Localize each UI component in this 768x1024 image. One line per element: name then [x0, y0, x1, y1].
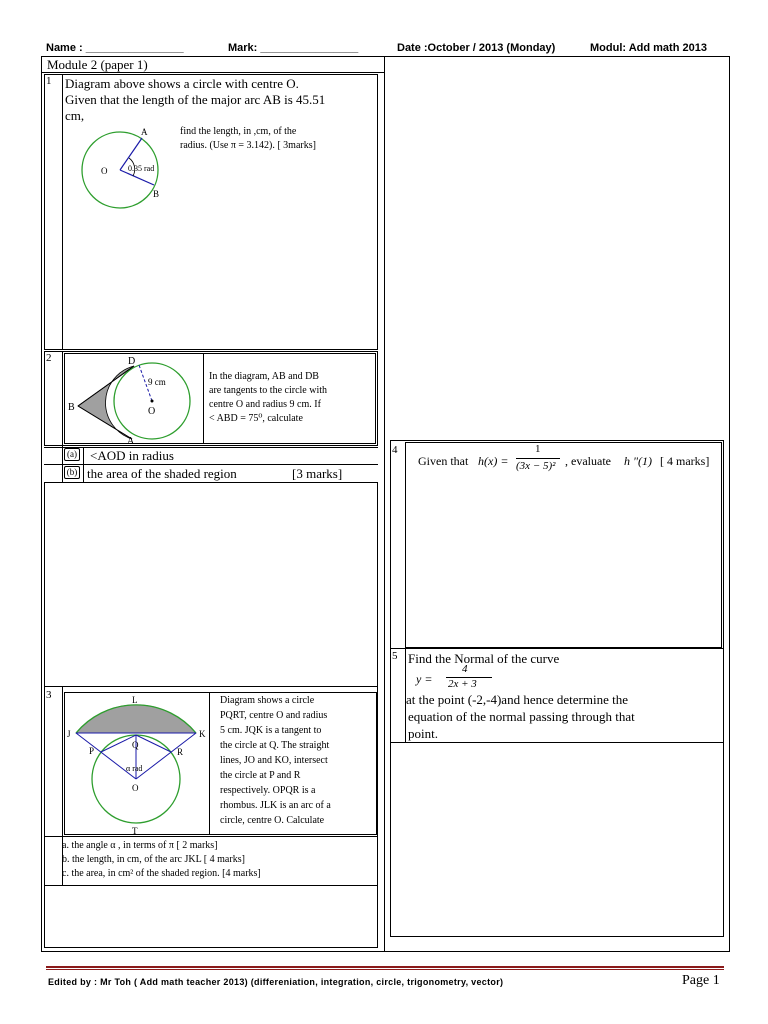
q4-fn-numerator: 1	[535, 443, 541, 455]
q4-fn-denominator: (3x − 5)²	[516, 460, 556, 472]
q5-eq-denominator: 2x + 3	[448, 678, 477, 690]
q2-label-a: A	[127, 436, 135, 444]
q3-label-t: T	[132, 826, 138, 835]
q2-side-line1: In the diagram, AB and DB	[209, 371, 319, 382]
q2-label-o: O	[148, 406, 156, 417]
q3-label-q: Q	[132, 740, 139, 750]
q1-text-line3: cm,	[65, 108, 85, 123]
q3-label-r: R	[177, 747, 184, 757]
module-title: Module 2 (paper 1)	[47, 57, 148, 72]
q2-label-d: D	[128, 356, 136, 367]
q1-label-a: A	[141, 127, 148, 137]
q3-side-line5: lines, JO and KO, intersect	[220, 755, 328, 766]
q1-circle-diagram	[64, 124, 174, 210]
question-4-number: 4	[392, 444, 398, 456]
q3-side-line1: Diagram shows a circle	[220, 695, 315, 706]
q3-part-b: b. the length, in cm, of the arc JKL [ 4 marks]	[62, 854, 245, 865]
question-2-number: 2	[46, 352, 52, 364]
q2-part-a-tag: (a)	[64, 448, 80, 461]
q4-fn-eval: h "(1)	[624, 454, 653, 468]
q3-side-line9: circle, centre O. Calculate	[220, 815, 325, 826]
q4-fn-left: h(x) =	[478, 454, 509, 468]
question-1-box	[44, 74, 378, 350]
q3-side-line8: rhombus. JLK is an arc of a	[220, 800, 331, 811]
question-5-number: 5	[392, 650, 398, 662]
q2-part-b-text: the area of the shaded region	[87, 466, 237, 481]
q3-side-line2: PQRT, centre O and radius	[220, 710, 328, 721]
q3-part-a: a. the angle α , in terms of π [ 2 marks]	[62, 840, 218, 851]
date-label: Date :October / 2013 (Monday)	[397, 42, 556, 54]
question-1-number: 1	[46, 75, 52, 87]
q3-label-o: O	[132, 783, 139, 793]
page-number: Page 1	[682, 973, 720, 988]
q5-eq-numerator: 4	[462, 663, 468, 675]
q1-text-line2: Given that the length of the major arc AB is 45.51	[65, 92, 326, 107]
q3-part-c: c. the area, in cm² of the shaded region. [4 marks]	[62, 868, 261, 879]
mark-field-label: Mark: ________________	[228, 42, 359, 54]
q4-text-prefix: Given that	[418, 454, 469, 468]
q2-part-a-text: <AOD in radius	[90, 448, 174, 463]
q1-text-line1: Diagram above shows a circle with centre O.	[65, 76, 299, 91]
q4-text-mid: , evaluate	[565, 454, 611, 468]
q3-label-j: J	[67, 729, 71, 739]
q1-side-line2: radius. (Use π = 3.142). [ 3marks]	[180, 140, 316, 151]
q2-label-radius: 9 cm	[148, 377, 166, 387]
q5-line2: at the point (-2,-4)and hence determine the	[406, 692, 628, 707]
q5-line4: point.	[408, 726, 438, 741]
q3-label-angle: α rad	[126, 764, 143, 773]
q3-side-line6: the circle at P and R	[220, 770, 301, 781]
name-field-label: Name : ________________	[46, 42, 184, 54]
q3-side-line3: 5 cm. JQK is a tangent to	[220, 725, 322, 736]
q3-rhombus-diagram	[64, 693, 210, 835]
column-divider	[384, 56, 385, 952]
q2-side-line4: < ABD = 75⁰, calculate	[209, 413, 303, 424]
q3-side-line4: the circle at Q. The straight	[220, 740, 330, 751]
module-label: Modul: Add math 2013	[590, 42, 707, 54]
q2-tangent-diagram	[64, 354, 204, 444]
q1-label-b: B	[153, 189, 160, 199]
q3-side-line7: respectively. OPQR is a	[220, 785, 316, 796]
q5-eq-left: y =	[416, 672, 433, 686]
q3-label-l: L	[132, 695, 138, 705]
q3-label-k: K	[199, 729, 206, 739]
q2-part-b-marks: [3 marks]	[292, 466, 343, 481]
q2-part-b-tag: (b)	[64, 466, 80, 479]
q1-label-o: O	[101, 166, 108, 176]
q1-side-line1: find the length, in ,cm, of the	[180, 126, 297, 137]
q3-label-p: P	[89, 746, 95, 756]
footer-rule	[46, 966, 724, 968]
question-3-number: 3	[46, 689, 52, 701]
q5-line1: Find the Normal of the curve	[408, 651, 560, 666]
q4-marks: [ 4 marks]	[660, 454, 710, 468]
q5-line3: equation of the normal passing through that	[408, 709, 635, 724]
q2-label-b: B	[68, 402, 75, 413]
q2-side-line3: centre O and radius 9 cm. If	[209, 399, 321, 410]
q2-side-line2: are tangents to the circle with	[209, 385, 328, 396]
question-4-box	[405, 442, 722, 648]
q1-label-angle: 0.35 rad	[128, 164, 155, 173]
footer-credit: Edited by : Mr Toh ( Add math teacher 2013) (differeniation, integration, circle, trigonometry, vector)	[48, 977, 504, 987]
